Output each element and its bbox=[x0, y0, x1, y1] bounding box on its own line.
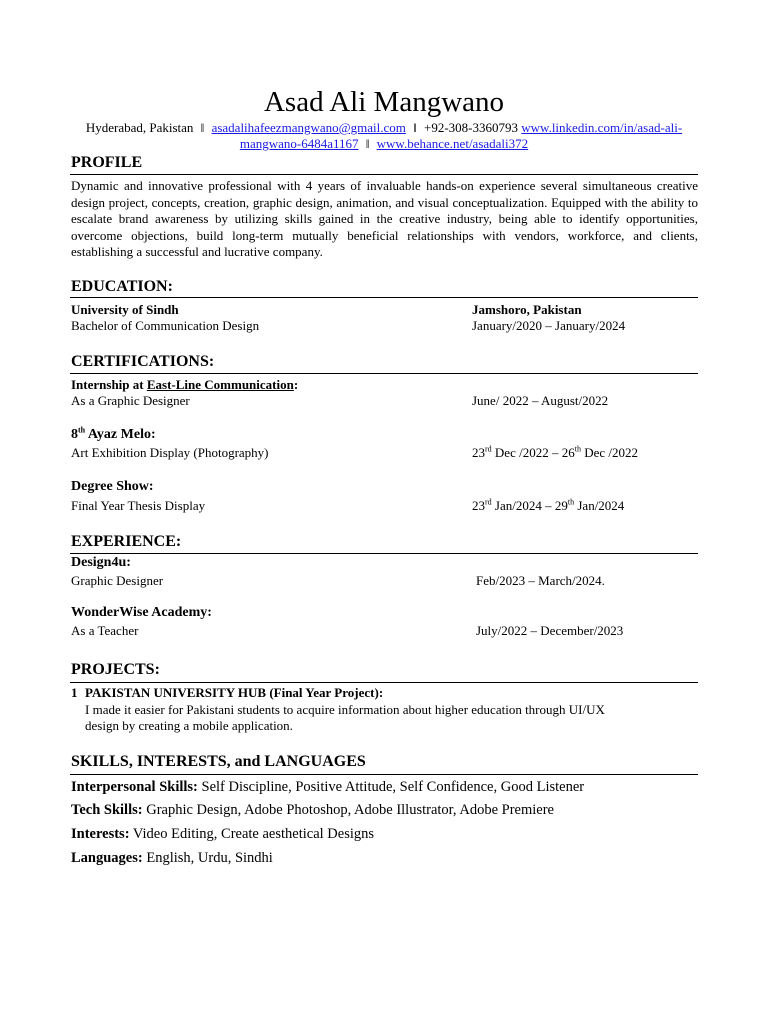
project-desc-line: I made it easier for Pakistani students to acquire information about higher education through UI/UX bbox=[85, 702, 605, 717]
section-rule bbox=[70, 373, 698, 374]
degree-show-desc: Final Year Thesis Display bbox=[71, 498, 206, 513]
skill-row bbox=[71, 849, 273, 867]
skill-label: Interests: bbox=[71, 826, 130, 842]
skill-row bbox=[71, 778, 584, 796]
behance-link[interactable]: www.behance.net/asadali372 bbox=[376, 136, 529, 151]
profile-paragraph: Dynamic and innovative professional with 4 years of invaluable hands-on experience several simultaneous creative design project, concepts, creation, graphic design, animation, and visual conceptualization. Equipped with the ability to escalate brand awareness by utilizing skills gained in the creative industry, being able to identify opportunities, overcome objections, build long-term mutually beneficial relationships with vendors, workforce, and clients, establishing a successful and lucrative company. bbox=[71, 178, 698, 259]
ayaz-melo-title bbox=[71, 427, 156, 443]
phone-text: +92-308-3360793 bbox=[424, 120, 518, 135]
education-location: Jamshoro, Pakistan bbox=[472, 302, 582, 317]
separator: ǁ bbox=[413, 120, 417, 135]
section-rule bbox=[70, 682, 698, 683]
linkedin-link-part2: mangwano-6484a1167 bbox=[239, 136, 359, 151]
contact-line bbox=[60, 120, 708, 152]
date-part: Jan/2024 bbox=[574, 498, 625, 513]
skill-value: English, Urdu, Sindhi bbox=[142, 850, 273, 866]
education-heading: EDUCATION: bbox=[71, 278, 173, 295]
section-rule bbox=[70, 774, 698, 775]
profile-heading: PROFILE bbox=[71, 154, 143, 171]
date-sup: rd bbox=[485, 497, 492, 507]
skill-value: Self Discipline, Positive Attitude, Self Confidence, Good Listener bbox=[197, 779, 585, 795]
ayaz-sup: th bbox=[78, 425, 86, 435]
date-part: Dec /2022 bbox=[580, 445, 638, 460]
ayaz-melo-dates bbox=[472, 445, 638, 461]
project-desc-line: design by creating a mobile application. bbox=[85, 718, 293, 733]
job-dates: Feb/2023 – March/2024. bbox=[476, 573, 605, 588]
skill-value: Video Editing, Create aesthetical Designs bbox=[129, 826, 375, 842]
education-dates: January/2020 – January/2024 bbox=[472, 318, 626, 333]
projects-heading: PROJECTS: bbox=[71, 661, 160, 678]
project-number: 1 bbox=[71, 685, 78, 700]
skills-heading: SKILLS, INTERESTS, and LANGUAGES bbox=[71, 753, 366, 770]
date-part: Dec /2022 – 26 bbox=[491, 445, 575, 460]
job-role: As a Teacher bbox=[71, 623, 139, 638]
date-part: Jan/2024 – 29 bbox=[491, 498, 568, 513]
date-sup: th bbox=[567, 497, 575, 507]
certifications-heading: CERTIFICATIONS: bbox=[71, 353, 215, 370]
email-link[interactable]: asadalihafeezmangwano@gmail.com bbox=[211, 120, 406, 135]
internship-prefix: Internship at bbox=[71, 377, 147, 392]
degree-show-title: Degree Show: bbox=[71, 479, 154, 494]
section-rule bbox=[70, 174, 698, 175]
linkedin-link-part1: www.linkedin.com/in/asad-ali- bbox=[521, 120, 683, 135]
ayaz-melo-desc: Art Exhibition Display (Photography) bbox=[71, 445, 269, 460]
skill-row bbox=[71, 801, 554, 819]
job-dates: July/2022 – December/2023 bbox=[476, 623, 624, 638]
job-role: Graphic Designer bbox=[71, 573, 164, 588]
skill-value: Graphic Design, Adobe Photoshop, Adobe Illustrator, Adobe Premiere bbox=[142, 802, 554, 818]
date-sup: rd bbox=[485, 444, 492, 454]
internship-title bbox=[71, 377, 298, 393]
section-rule bbox=[70, 553, 698, 554]
resume-name: Asad Ali Mangwano bbox=[263, 86, 505, 118]
skill-row bbox=[71, 825, 374, 843]
project-name: PAKISTAN UNIVERSITY HUB (Final Year Project): bbox=[85, 685, 384, 700]
separator: ǁ bbox=[365, 136, 370, 151]
location-text: Hyderabad, Pakistan bbox=[85, 120, 194, 135]
internship-dates: June/ 2022 – August/2022 bbox=[472, 393, 609, 408]
internship-role: As a Graphic Designer bbox=[71, 393, 190, 408]
ayaz-title-text: Ayaz Melo: bbox=[85, 427, 156, 442]
separator: ǁ bbox=[200, 120, 205, 135]
skill-label: Interpersonal Skills: bbox=[71, 779, 198, 795]
skill-label: Tech Skills: bbox=[71, 802, 143, 818]
ayaz-num: 8 bbox=[71, 427, 78, 442]
education-degree: Bachelor of Communication Design bbox=[71, 318, 260, 333]
skill-label: Languages: bbox=[71, 850, 143, 866]
job-company: Design4u: bbox=[71, 555, 131, 570]
experience-heading: EXPERIENCE: bbox=[71, 533, 182, 550]
section-rule bbox=[70, 297, 698, 298]
date-sup: th bbox=[574, 444, 581, 454]
date-part: 23 bbox=[472, 498, 485, 513]
education-school: University of Sindh bbox=[71, 302, 179, 317]
date-part: 23 bbox=[472, 445, 485, 460]
internship-company: East-Line Communication bbox=[146, 377, 294, 392]
job-company: WonderWise Academy: bbox=[71, 605, 212, 620]
internship-suffix: : bbox=[293, 377, 299, 392]
degree-show-dates bbox=[472, 498, 624, 514]
